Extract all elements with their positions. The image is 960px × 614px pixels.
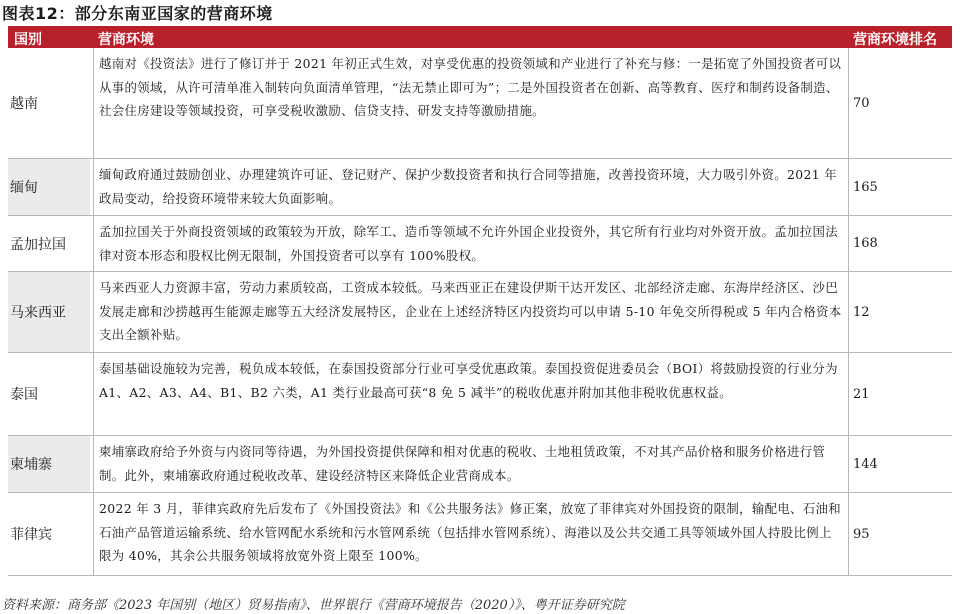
env-cell: 马来西亚人力资源丰富，劳动力素质较高，工资成本较低。马来西亚正在建设伊斯干达开发区、北部经济走廊、东海岸经济区、沙巴发展走廊和沙捞越再生能源走廊等五大经济发展特区，企业在上述经济特区内投资均可以申请 5-10 年免交所得税或 5 年内合格资本支出全额补贴。 bbox=[93, 272, 849, 352]
country-cell: 孟加拉国 bbox=[10, 236, 66, 253]
env-cell: 缅甸政府通过鼓励创业、办理建筑许可证、登记财产、保护少数投资者和执行合同等措施，改善投资环境，大力吸引外资。2021 年政局变动，给投资环境带来较大负面影响。 bbox=[93, 159, 849, 215]
header-rank: 营商环境排名 bbox=[853, 32, 937, 48]
env-cell: 2022 年 3 月，菲律宾政府先后发布了《外国投资法》和《公共服务法》修正案，放宽了菲律宾对外国投资的限制，输配电、石油和石油产品管道运输系统、给水管网配水系统和污水管网系统（包括排水管网系统）、海港以及公共交通工具等领域外国人持股比例上限为 40%，其余公共服务领域将放宽外资上限至 100%。 bbox=[93, 493, 849, 575]
rank-cell: 70 bbox=[853, 95, 870, 111]
source-note: 资料来源：商务部《2023 年国别（地区）贸易指南》、世界银行《营商环境报告（2020）》、粤开证券研究院 bbox=[2, 598, 625, 613]
table-row bbox=[8, 159, 952, 216]
env-cell: 越南对《投资法》进行了修订并于 2021 年初正式生效，对享受优惠的投资领域和产业进行了补充与修：一是拓宽了外国投资者可以从事的领域，从许可清单准入制转向负面清单管理，“法无禁止即可为”；二是外国投资者在创新、高等教育、医疗和制药设备制造、社会住房建设等领域投资，可享受税收激励、信贷支持、研发支持等激励措施。 bbox=[93, 48, 849, 158]
env-cell: 孟加拉国关于外商投资领域的政策较为开放，除军工、造币等领域不允许外国企业投资外，其它所有行业均对外资开放。孟加拉国法律对资本形态和股权比例无限制，外国投资者可以享有 100%股权。 bbox=[93, 216, 849, 271]
table-row bbox=[8, 216, 952, 272]
rank-cell: 12 bbox=[853, 304, 870, 320]
env-cell: 泰国基础设施较为完善，税负成本较低，在泰国投资部分行业可享受优惠政策。泰国投资促进委员会（BOI）将鼓励投资的行业分为 A1、A2、A3、A4、B1、B2 六类，A1 类行业最高可获“8 免 5 减半”的税收优惠并附加其他非税收优惠权益。 bbox=[93, 353, 849, 435]
country-cell: 马来西亚 bbox=[8, 272, 90, 352]
table-header bbox=[8, 26, 952, 48]
country-cell: 越南 bbox=[10, 96, 38, 112]
header-country: 国别 bbox=[14, 32, 42, 48]
table-row bbox=[8, 493, 952, 576]
rank-cell: 21 bbox=[853, 386, 870, 402]
page-title: 图表12：部分东南亚国家的营商环境 bbox=[2, 4, 273, 23]
table-row bbox=[8, 353, 952, 436]
env-cell: 柬埔寨政府给予外资与内资同等待遇，为外国投资提供保障和相对优惠的税收、土地租赁政策，不对其产品价格和服务价格进行管制。此外，柬埔寨政府通过税收改革、建设经济特区来降低企业营商成本。 bbox=[93, 436, 849, 492]
rank-cell: 95 bbox=[853, 526, 870, 542]
table-row bbox=[8, 272, 952, 353]
header-env: 营商环境 bbox=[98, 32, 154, 48]
title-bar bbox=[0, 0, 960, 24]
rank-cell: 168 bbox=[853, 236, 878, 251]
country-cell: 柬埔寨 bbox=[8, 436, 90, 492]
country-cell: 菲律宾 bbox=[10, 527, 52, 543]
table-row bbox=[8, 48, 952, 159]
business-environment-table bbox=[8, 26, 952, 576]
country-cell: 缅甸 bbox=[8, 159, 90, 215]
table-row bbox=[8, 436, 952, 493]
country-cell: 泰国 bbox=[10, 387, 38, 403]
rank-cell: 144 bbox=[853, 456, 878, 472]
rank-cell: 165 bbox=[853, 179, 878, 195]
